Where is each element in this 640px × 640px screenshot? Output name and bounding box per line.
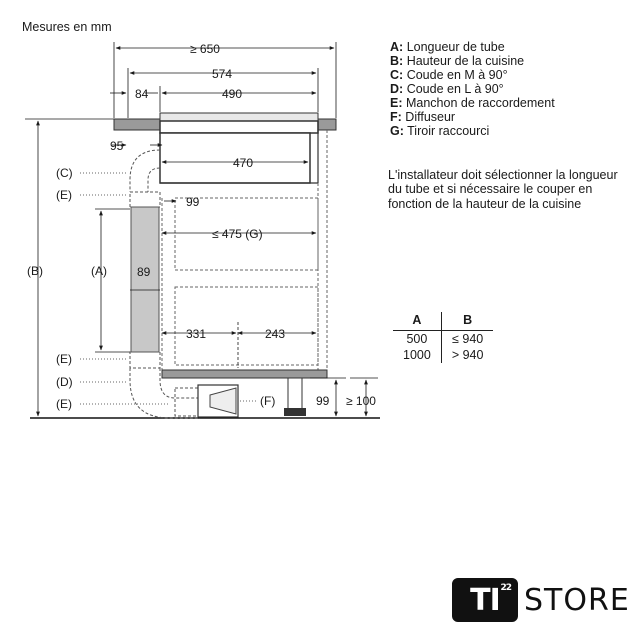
dim-drawer: 470	[233, 156, 254, 170]
table-row: 500 ≤ 940	[393, 331, 493, 348]
legend-item-g: G: Tiroir raccourci	[390, 124, 490, 138]
table-header-a: A	[393, 312, 441, 331]
dim-plinth-99: 99	[316, 394, 330, 408]
dim-left: 84	[135, 87, 149, 101]
label-b: (B)	[27, 264, 43, 278]
dim-243: 243	[265, 327, 286, 341]
diffuser	[198, 385, 238, 417]
label-e-bottom: (E)	[56, 397, 72, 411]
dim-331: 331	[186, 327, 207, 341]
legend-item-f: F: Diffuseur	[390, 110, 456, 124]
logo-word: STORE	[524, 582, 630, 618]
duct-pipe	[131, 207, 159, 352]
logo-mark: TI $^{22}$	[452, 578, 518, 622]
dim-duct: 89	[137, 265, 151, 279]
label-e-mid: (E)	[56, 352, 72, 366]
dim-plinth-100: ≥ 100	[346, 394, 376, 408]
cabinet-bottom	[162, 370, 327, 416]
installer-note: L'installateur doit sélectionner la longueur du tube et si nécessaire le couper en fonction de la hauteur de la cuisine	[388, 168, 618, 211]
table-header-b: B	[441, 312, 493, 331]
length-table	[393, 312, 493, 363]
table-row: 1000 > 940	[393, 347, 493, 363]
dim-cooktop: 574	[212, 67, 233, 81]
label-a: (A)	[91, 264, 107, 278]
legend-item-b: B: Hauteur de la cuisine	[390, 54, 525, 68]
dim-95: 95	[110, 139, 124, 153]
label-leaders	[80, 173, 258, 404]
dim-overall: ≥ 650	[190, 42, 220, 56]
dim-depth: 490	[222, 87, 243, 101]
label-c: (C)	[56, 166, 73, 180]
legend-item-c: C: Coude en M à 90°	[390, 68, 508, 82]
legend-item-e: E: Manchon de raccordement	[390, 96, 555, 110]
label-f: (F)	[260, 394, 276, 408]
store-logo	[452, 578, 630, 622]
label-e-top: (E)	[56, 188, 72, 202]
dim-drawer-height: ≤ 475 (G)	[212, 227, 263, 241]
label-d: (D)	[56, 375, 73, 389]
countertop	[114, 113, 336, 133]
units-label: Mesures en mm	[22, 20, 112, 34]
legend-item-a: A: Longueur de tube	[390, 40, 505, 54]
dim-gap99: 99	[186, 195, 200, 209]
legend-item-d: D: Coude en L à 90°	[390, 82, 504, 96]
